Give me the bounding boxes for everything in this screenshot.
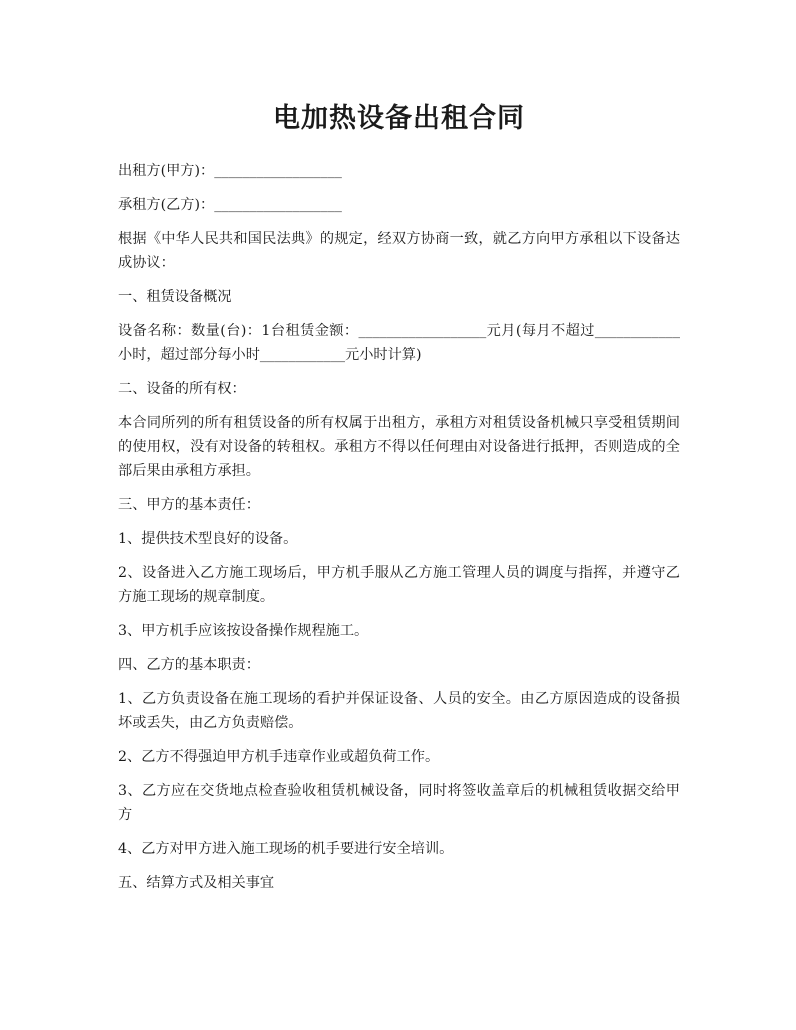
section-heading-5: 五、结算方式及相关事宜 <box>118 875 275 891</box>
party-a-clause-1: 1、提供技术型良好的设备。 <box>118 531 298 547</box>
party-a-clause-2: 2、设备进入乙方施工现场后，甲方机手服从乙方施工管理人员的调度与指挥，并遵守乙方施工现场的规章制度。 <box>118 565 680 605</box>
ownership-paragraph: 本合同所列的所有租赁设备的所有权属于出租方，承租方对租赁设备机械只享受租赁期间的使用权，没有对设备的转租权。承租方不得以任何理由对设备进行抵押，否则造成的全部后果由承租方承担。 <box>118 415 680 479</box>
section-heading-1: 一、租赁设备概况 <box>118 289 232 305</box>
lessee-line: 承租方(乙方)：__________________ <box>118 197 342 213</box>
section-heading-4: 四、乙方的基本职责： <box>118 657 260 673</box>
party-b-clause-1: 1、乙方负责设备在施工现场的看护并保证设备、人员的安全。由乙方原因造成的设备损坏或丢失，由乙方负责赔偿。 <box>118 691 680 731</box>
document-title: 电加热设备出租合同 <box>273 103 525 134</box>
party-b-clause-4: 4、乙方对甲方进入施工现场的机手要进行安全培训。 <box>118 841 454 857</box>
party-b-clause-2: 2、乙方不得强迫甲方机手违章作业或超负荷工作。 <box>118 749 440 765</box>
document-page <box>118 96 680 905</box>
equipment-details-paragraph: 设备名称：数量(台)：1台租赁金额：__________________元月(每月不超过____________小时，超过部分每小时____________元小时计算) <box>118 323 680 363</box>
section-heading-3: 三、甲方的基本责任： <box>118 497 260 513</box>
lessor-line: 出租方(甲方)：__________________ <box>118 163 342 179</box>
party-b-clause-3: 3、乙方应在交货地点检查验收租赁机械设备，同时将签收盖章后的机械租赁收据交给甲方 <box>118 783 680 823</box>
preamble-paragraph: 根据《中华人民共和国民法典》的规定，经双方协商一致，就乙方向甲方承租以下设备达成协议： <box>118 231 680 271</box>
section-heading-2: 二、设备的所有权： <box>118 381 246 397</box>
party-a-clause-3: 3、甲方机手应该按设备操作规程施工。 <box>118 623 369 639</box>
